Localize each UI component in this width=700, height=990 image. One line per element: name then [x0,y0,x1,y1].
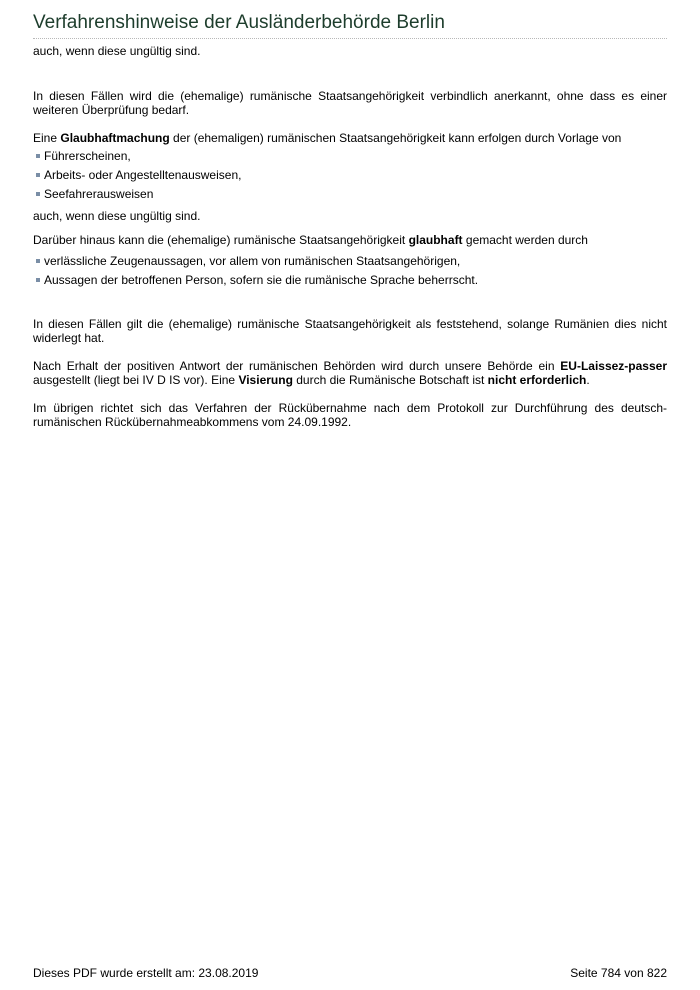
list-item: Führerscheinen, [33,149,667,163]
page-header [33,12,667,39]
paragraph-3: Eine Glaubhaftmachung der (ehemaligen) rumänischen Staatsangehörigkeit kann erfolgen durch Vorlage von [33,131,622,145]
document-list-1 [33,149,667,201]
document-title: Verfahrenshinweise der Ausländerbehörde Berlin [33,12,445,33]
list-item: verlässliche Zeugenaussagen, vor allem von rumänischen Staatsangehörigen, [33,254,667,268]
list-item: Aussagen der betroffenen Person, sofern sie die rumänische Sprache beherrscht. [33,273,667,287]
paragraph-7: Nach Erhalt der positiven Antwort der rumänischen Behörden wird durch unsere Behörde ein EU-Laissez-passer ausgestellt (liegt bei IV D IS vor). Eine Visierung durch die Rumänische Botschaft ist nicht erforderlich. [33,359,667,387]
nicht-erforderlich-bold: nicht erforderlich [487,373,587,387]
visierung-bold: Visierung [238,373,293,387]
eu-laissez-passer-bold: EU-Laissez-passer [560,359,667,373]
paragraph-5: Darüber hinaus kann die (ehemalige) rumänische Staatsangehörigkeit glaubhaft gemacht werden durch [33,233,588,247]
paragraph-2: In diesen Fällen wird die (ehemalige) rumänische Staatsangehörigkeit verbindlich anerkannt, ohne dass es einer weiteren Überprüfung bedarf. [33,89,667,117]
paragraph-8: Im übrigen richtet sich das Verfahren der Rückübernahme nach dem Protokoll zur Durchführung des deutsch-rumänischen Rückübernahmeabkommens vom 24.09.1992. [33,401,667,429]
square-bullet-icon [36,259,40,263]
paragraph-6: In diesen Fällen gilt die (ehemalige) rumänische Staatsangehörigkeit als feststehend, solange Rumänien dies nicht widerlegt hat. [33,317,667,345]
paragraph-1: auch, wenn diese ungültig sind. [33,44,201,58]
creation-date: Dieses PDF wurde erstellt am: 23.08.2019 [33,966,259,980]
document-body [33,44,667,429]
page-number: Seite 784 von 822 [570,966,667,980]
list-item: Arbeits- oder Angestelltenausweisen, [33,168,667,182]
document-list-2 [33,254,667,287]
square-bullet-icon [36,173,40,177]
square-bullet-icon [36,192,40,196]
list-item: Seefahrerausweisen [33,187,667,201]
glaubhaftmachung-bold: Glaubhaftmachung [60,131,170,145]
glaubhaft-bold: glaubhaft [408,233,463,247]
square-bullet-icon [36,154,40,158]
paragraph-4: auch, wenn diese ungültig sind. [33,209,201,223]
square-bullet-icon [36,278,40,282]
